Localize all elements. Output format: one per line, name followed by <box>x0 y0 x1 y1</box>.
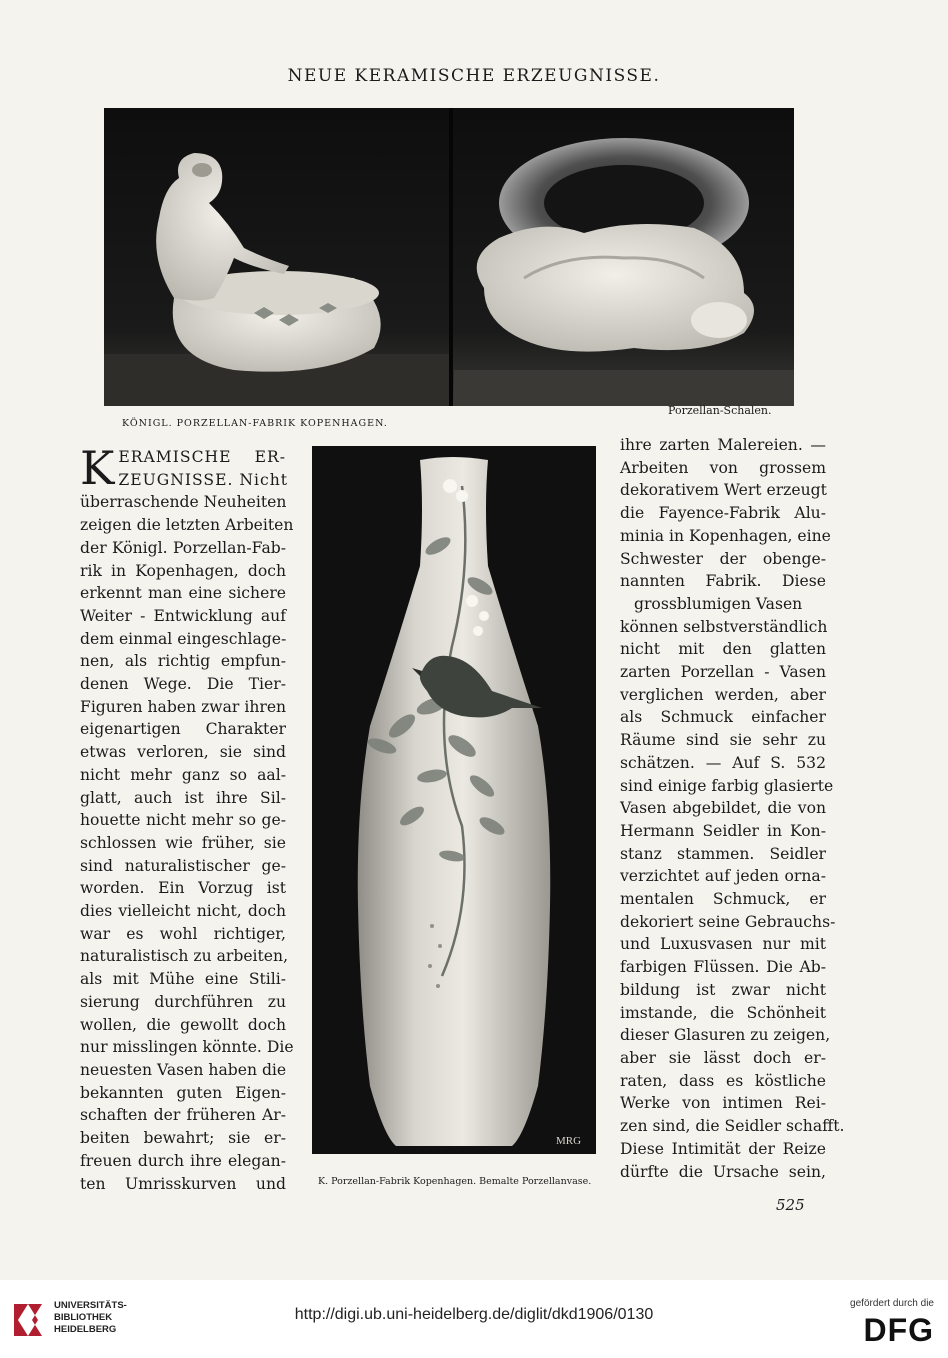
text-line: etwas verloren, sie sind <box>80 743 286 762</box>
text-line: nur misslingen könnte. Die <box>80 1038 294 1057</box>
text-line: als Schmuck einfacher <box>620 708 826 727</box>
text-line: die Fayence-Fabrik Alu- <box>620 504 826 523</box>
text-line: eigenartigen Charakter <box>80 720 286 739</box>
text-line: denen Wege. Die Tier- <box>80 675 286 694</box>
text-line: können selbstverständlich <box>620 617 828 636</box>
text-line: Werke von intimen Rei- <box>620 1094 826 1113</box>
text-line: nicht mehr ganz so aal- <box>80 765 286 784</box>
text-line: zen sind, die Seidler schafft. <box>620 1117 845 1136</box>
text-line: Hermann Seidler in Kon- <box>620 821 826 840</box>
text-line: bekannten guten Eigen- <box>80 1083 286 1102</box>
text-line: sierung durchführen zu <box>80 992 286 1011</box>
text-line: farbigen Flüssen. Die Ab- <box>620 958 826 977</box>
caption-top-left: KÖNIGL. PORZELLAN-FABRIK KOPENHAGEN. <box>122 418 388 429</box>
permalink-url[interactable]: http://digi.ub.uni-heidelberg.de/diglit/dkd1906/0130 <box>294 1306 654 1323</box>
text-line: Arbeiten von grossem <box>620 458 826 477</box>
text-line: raten, dass es köstliche <box>620 1071 826 1090</box>
photo-painted-vase <box>312 446 596 1154</box>
text-line: als mit Mühe eine Stili- <box>80 970 286 989</box>
page-number: 525 <box>776 1196 805 1214</box>
text-line: dem einmal eingeschlage- <box>80 629 287 648</box>
library-name-line: HEIDELBERG <box>54 1324 117 1335</box>
article-right-column <box>620 434 845 1183</box>
text-line: erkennt man eine sichere <box>80 584 286 603</box>
text-line: neuesten Vasen haben die <box>80 1060 287 1079</box>
text-line: nannten Fabrik. Diese <box>620 572 826 591</box>
text-line: aber sie lässt doch er- <box>620 1048 826 1067</box>
vase-monogram: MRG <box>556 1135 582 1147</box>
text-line: naturalistisch zu arbeiten, <box>80 947 289 966</box>
text-line: worden. Ein Vorzug ist <box>80 879 286 898</box>
text-line: schlossen wie früher, sie <box>80 833 286 852</box>
text-line: und Luxusvasen nur mit <box>620 935 826 954</box>
text-line: Räume sind sie sehr zu <box>620 731 826 750</box>
text-line: ten Umrisskurven und <box>80 1174 286 1193</box>
running-head: NEUE KERAMISCHE ERZEUGNISSE. <box>287 66 661 86</box>
dfg-logo: DFG <box>863 1312 934 1348</box>
text-line: der Königl. Porzellan-Fab- <box>80 538 286 557</box>
text-line: freuen durch ihre elegan- <box>80 1151 286 1170</box>
text-line: imstande, die Schönheit <box>620 1003 826 1022</box>
text-line: wollen, die gewollt doch <box>80 1015 286 1034</box>
text-line: nicht mit den glatten <box>620 640 826 659</box>
porcelain-bowls-image <box>104 108 794 406</box>
text-line: grossblumigen Vasen <box>634 594 803 613</box>
text-line: zarten Porzellan - Vasen <box>620 663 826 682</box>
text-line: sind einige farbig glasierte <box>620 776 834 795</box>
drop-cap: K <box>80 441 115 495</box>
text-line: dies vielleicht nicht, doch <box>80 902 286 921</box>
caption-top-right: Porzellan-Schalen. <box>668 404 772 417</box>
text-line: zeigen die letzten Arbeiten <box>80 516 294 535</box>
text-line: nen, als richtig empfun- <box>80 652 286 671</box>
text-line: sind naturalistischer ge- <box>80 856 286 875</box>
text-line: beiten bewahrt; sie er- <box>80 1129 286 1148</box>
library-name-line: BIBLIOTHEK <box>54 1312 113 1323</box>
text-line: bildung ist zwar nicht <box>620 980 826 999</box>
text-line: glatt, auch ist ihre Sil- <box>80 788 286 807</box>
text-line: Weiter - Entwicklung auf <box>80 606 286 625</box>
text-line: dürfte die Ursache sein, <box>620 1162 826 1181</box>
text-line: houette nicht mehr so ge- <box>80 811 286 830</box>
text-line: Diese Intimität der Reize <box>620 1139 826 1158</box>
text-line: schätzen. — Auf S. 532 <box>620 753 826 772</box>
text-line: rik in Kopenhagen, doch <box>80 561 286 580</box>
digitization-footer <box>0 1280 948 1358</box>
text-line: verglichen werden, aber <box>620 685 826 704</box>
text-line: dekoriert seine Gebrauchs- <box>620 912 836 931</box>
text-line: stanz stammen. Seidler <box>620 844 826 863</box>
text-line: verzichtet auf jeden orna- <box>620 867 826 886</box>
text-line: ZEUGNISSE. Nicht <box>118 470 289 489</box>
caption-vase: K. Porzellan-Fabrik Kopenhagen. Bemalte Porzellanvase. <box>318 1176 592 1187</box>
text-line: überraschende Neuheiten <box>80 493 287 512</box>
text-line: minia in Kopenhagen, eine <box>620 526 831 545</box>
text-line: ihre zarten Malereien. — <box>620 436 826 454</box>
text-line: Figuren haben zwar ihren <box>80 697 287 716</box>
text-line: war es wohl richtiger, <box>80 924 286 943</box>
photo-porcelain-bowls <box>104 108 794 406</box>
library-name-line: UNIVERSITÄTS- <box>54 1300 127 1311</box>
text-line: Vasen abgebildet, die von <box>620 799 826 818</box>
text-line: dieser Glasuren zu zeigen, <box>620 1026 831 1045</box>
painted-vase-image <box>312 446 596 1154</box>
text-line: Schwester der obenge- <box>620 549 826 568</box>
article-left-column <box>80 441 294 1195</box>
text-line: ERAMISCHE ER- <box>118 448 286 466</box>
text-line: mentalen Schmuck, er <box>620 890 826 909</box>
text-line: schaften der früheren Ar- <box>80 1106 286 1125</box>
text-line: dekorativem Wert erzeugt <box>620 481 827 500</box>
funder-note: gefördert durch die <box>850 1298 934 1309</box>
